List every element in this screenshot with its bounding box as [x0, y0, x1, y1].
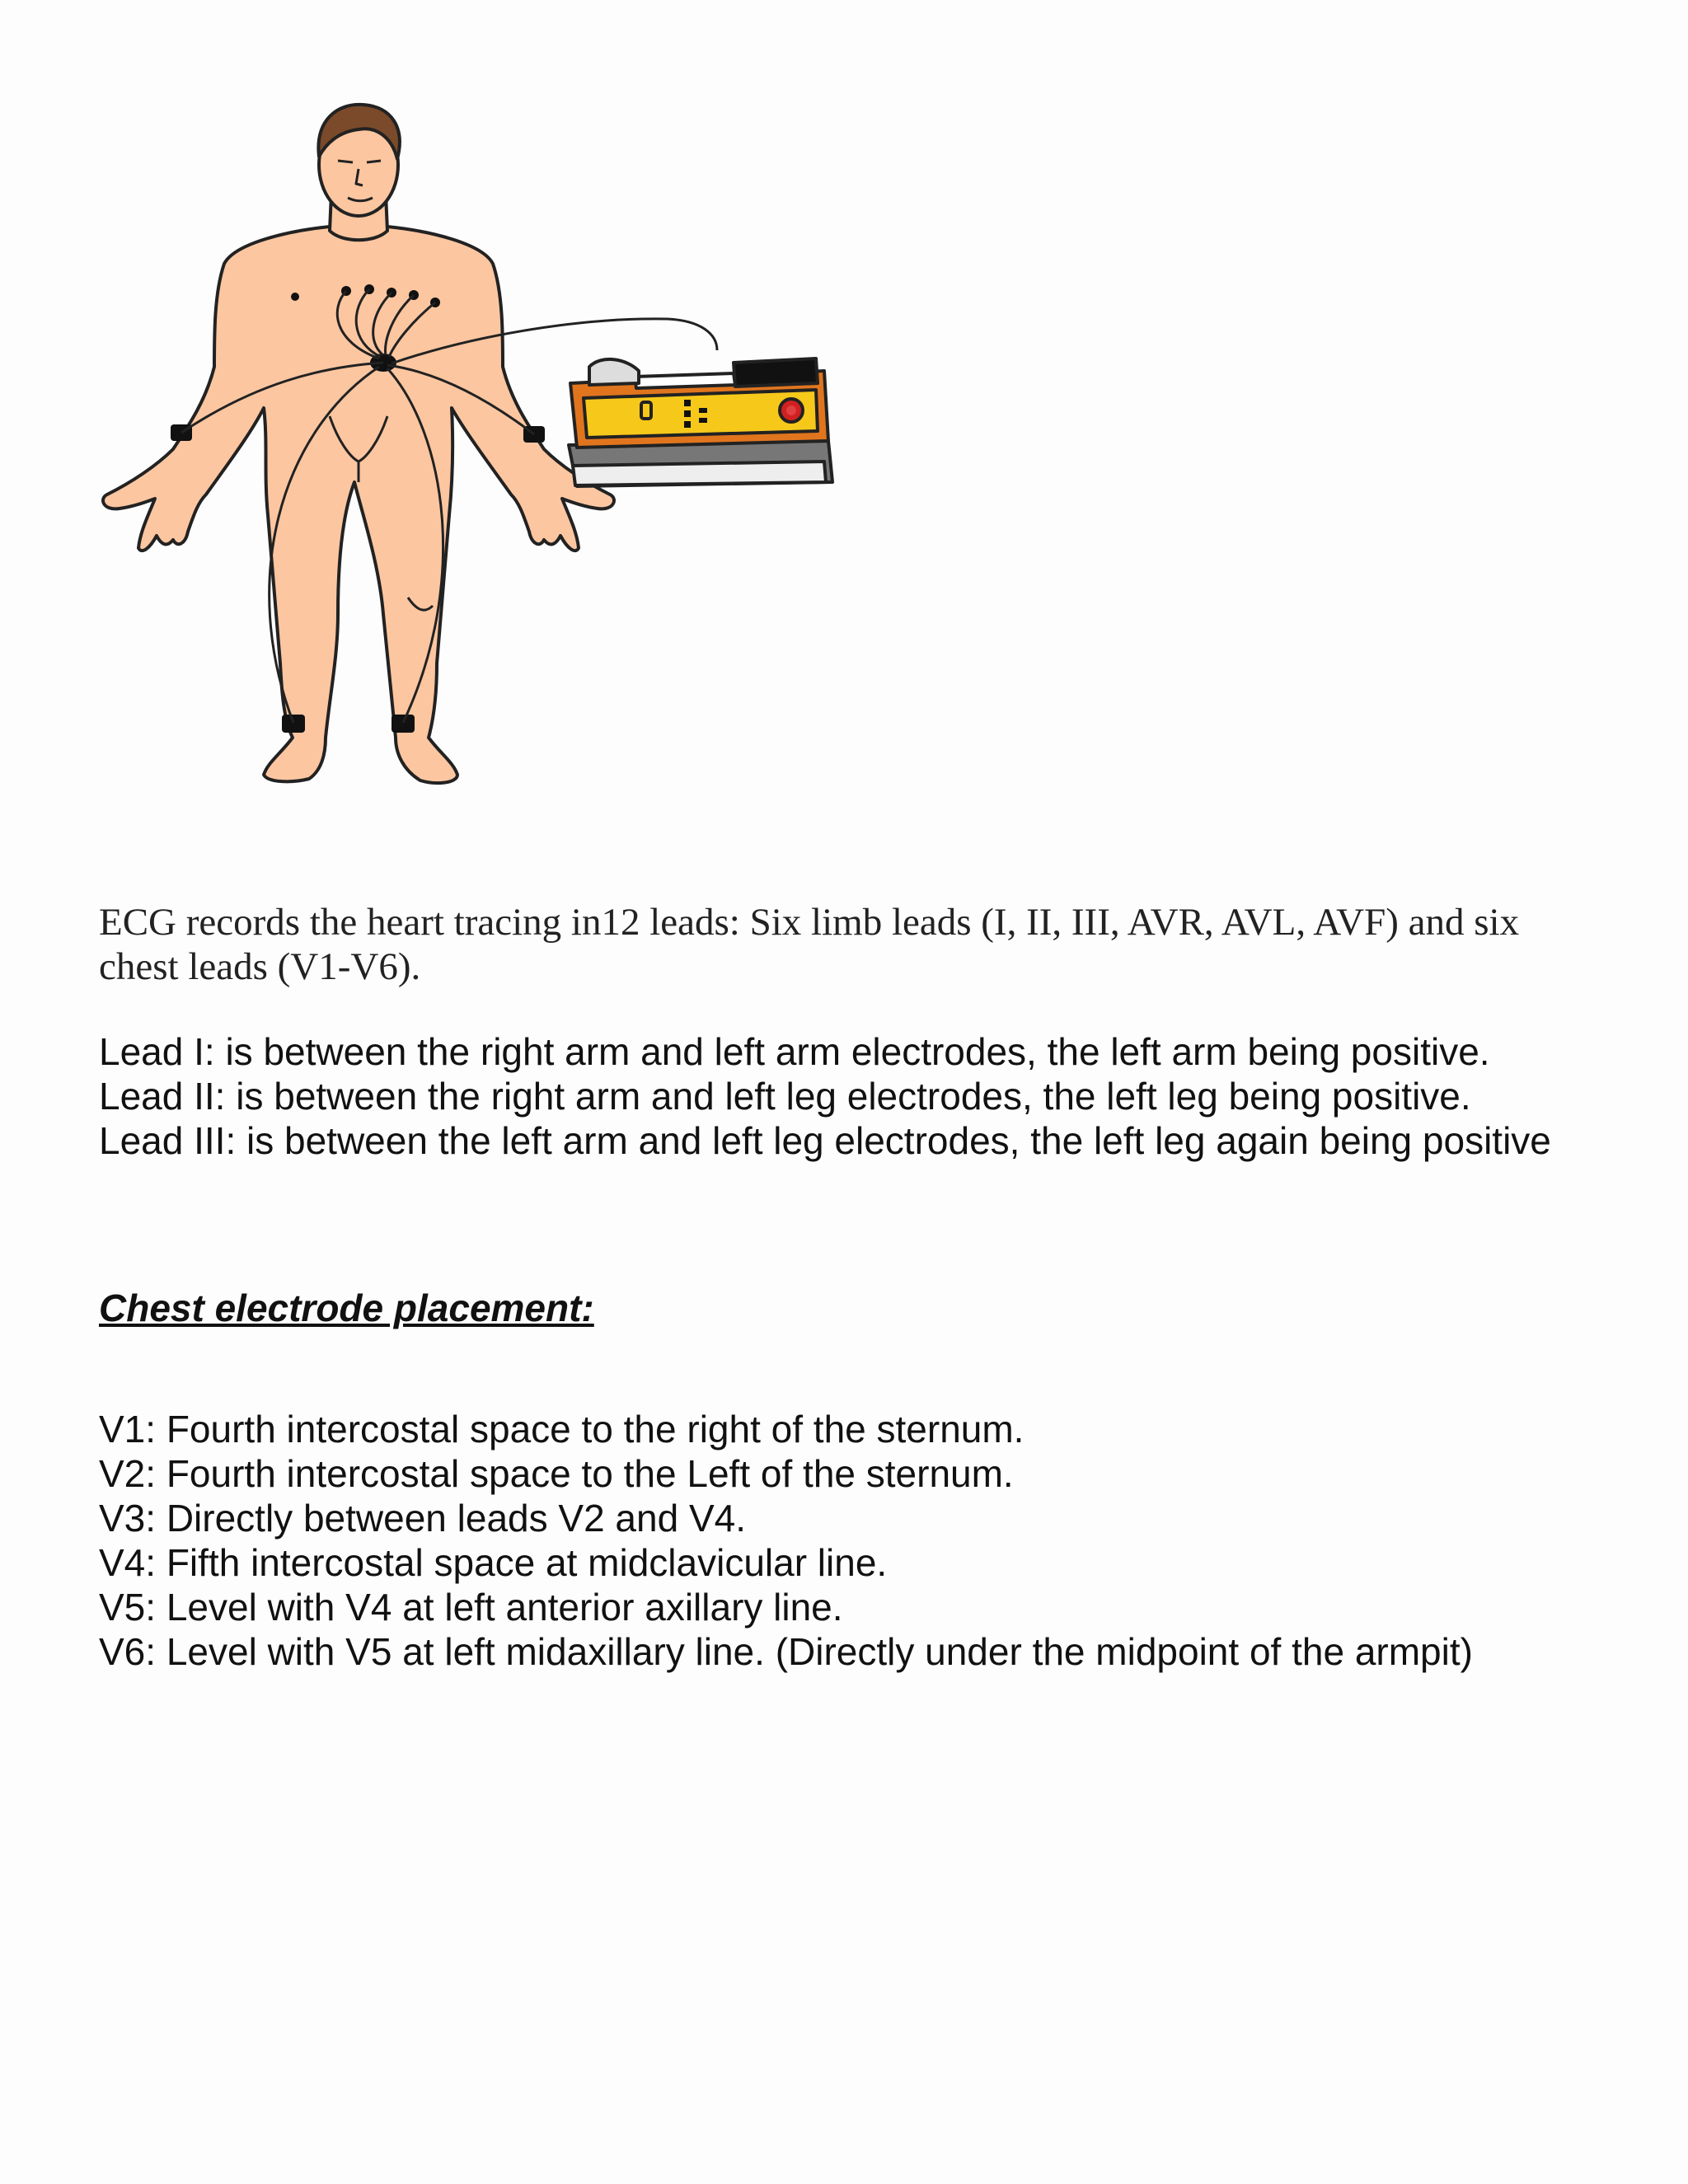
limb-leads-list [99, 1029, 1648, 1163]
intro-paragraph [99, 900, 1599, 989]
list-item: Lead II: is between the right arm and left leg electrodes, the left leg being positive. [99, 1075, 1471, 1118]
intro-line-1: ECG records the heart tracing in12 leads: Six limb leads (I, II, III, AVR, AVL, AVF) and six [99, 901, 1520, 944]
human-figure [103, 105, 614, 783]
list-item: V1: Fourth intercostal space to the right of the sternum. [99, 1408, 1025, 1451]
list-item: V5: Level with V4 at left anterior axillary line. [99, 1586, 843, 1629]
section-heading: Chest electrode placement: [99, 1286, 594, 1329]
intro-line-2: chest leads (V1-V6). [99, 945, 421, 988]
list-item: V6: Level with V5 at left midaxillary line. (Directly under the midpoint of the armpit) [99, 1630, 1473, 1673]
list-item: V2: Fourth intercostal space to the Left of the sternum. [99, 1452, 1014, 1495]
ecg-electrode-illustration [91, 87, 849, 812]
list-item: Lead III: is between the left arm and left leg electrodes, the left leg again being positive [99, 1119, 1551, 1162]
ecg-machine [569, 359, 832, 486]
list-item: V4: Fifth intercostal space at midclavicular line. [99, 1541, 888, 1584]
chest-leads-list [99, 1407, 1648, 1674]
list-item: V3: Directly between leads V2 and V4. [99, 1497, 747, 1540]
list-item: Lead I: is between the right arm and left arm electrodes, the left arm being positive. [99, 1030, 1490, 1073]
